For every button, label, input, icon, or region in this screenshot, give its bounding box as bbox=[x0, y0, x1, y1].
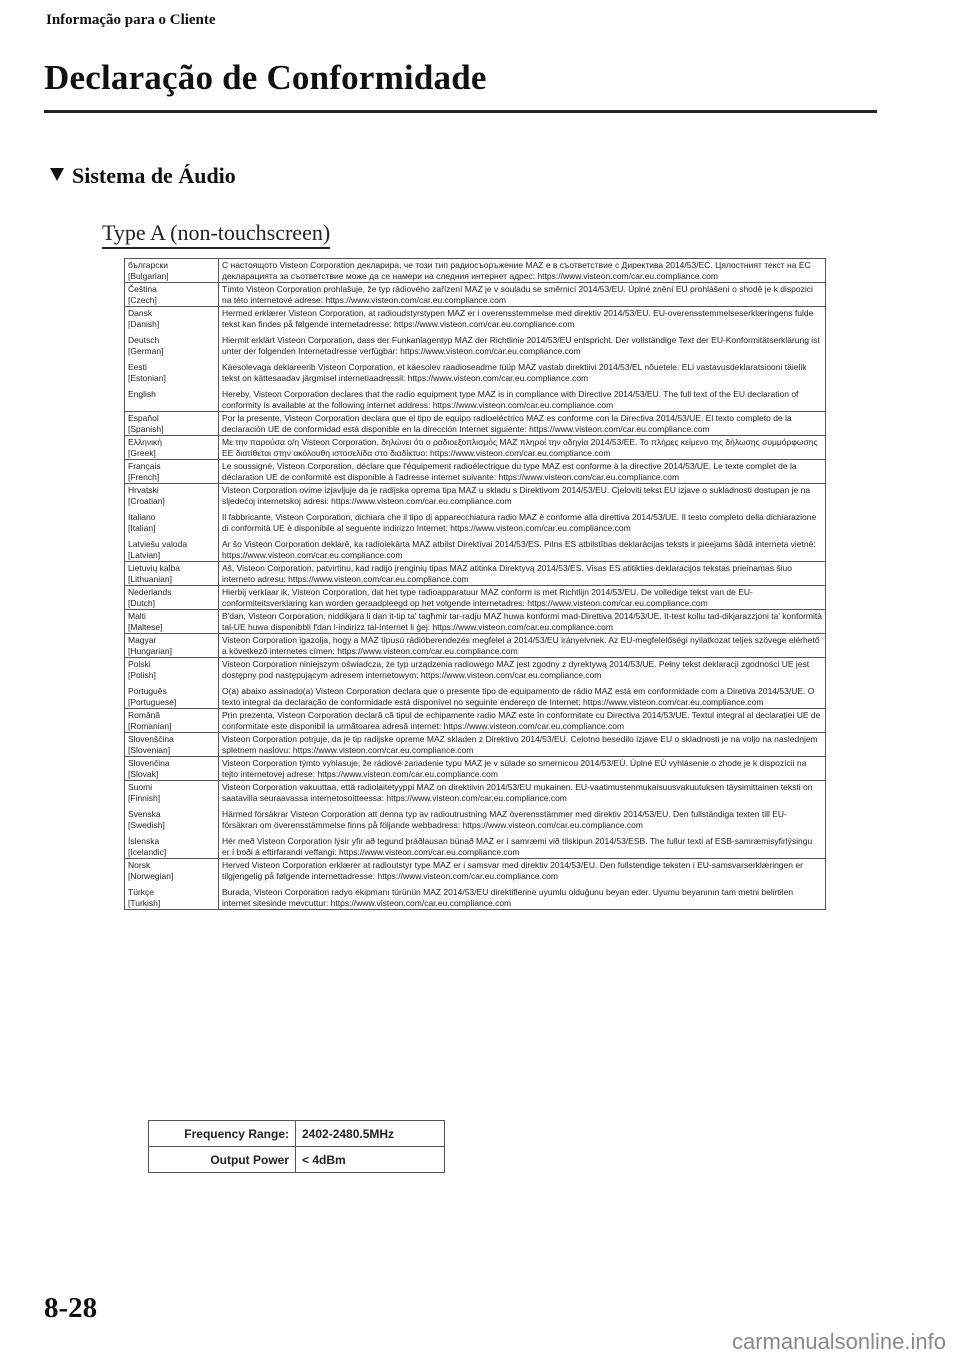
language-cell bbox=[125, 562, 219, 586]
language-cell bbox=[125, 709, 219, 733]
declaration-text-cell bbox=[219, 781, 826, 859]
triangle-down-icon bbox=[50, 168, 64, 181]
declaration-row bbox=[125, 757, 826, 781]
declaration-row bbox=[125, 781, 826, 859]
declaration-text: Visteon Corporation ovime izjavljuje da je radijska oprema tipa MAZ u skladu s Direktivom 2014/53/EU. Cjeloviti tekst EU izjave o sukladnosti dostupan je na sljedećoj internetskoj adresi: https://www.visteon.com/car.eu.compliance.com bbox=[222, 485, 811, 506]
language-cell bbox=[125, 610, 219, 634]
declaration-row bbox=[125, 460, 826, 484]
declaration-text: Prin prezenta, Visteon Corporation declară că tipul de echipamente radio MAZ este în conformitate cu Directiva 2014/53/UE. Textul integral al declarației UE de conformitate este disponibil la următoarea adresă internet: https://www.visteon.com/car.eu.compliance.com bbox=[222, 710, 821, 731]
language-cell bbox=[125, 307, 219, 412]
declaration-text-cell bbox=[219, 757, 826, 781]
language-label: Magyar [Hungarian] bbox=[128, 635, 172, 656]
language-label: Italiano [Italian] bbox=[128, 512, 156, 533]
declaration-text: Visteon Corporation igazolja, hogy a MAZ típusú rádióberendezés megfelel a 2014/53/EU irányelvnek. Az EU-megfelelőségi nyilatkozat teljes szövege elérhető a következő internetes címen: https://www.visteon.com/car.eu.compliance.com bbox=[222, 635, 820, 656]
spec-row bbox=[149, 1121, 445, 1147]
language-label: Slovenščina [Slovenian] bbox=[128, 734, 174, 755]
declaration-row bbox=[125, 586, 826, 610]
declaration-text: Il fabbricante, Visteon Corporation, dichiara che il tipo di apparecchiatura radio MAZ è conforme alla direttiva 2014/53/UE. Il testo completo della dichiarazione di conformità UE è disponibile al seguente indirizzo Internet: https://www.visteon.com/car.eu.compliance.com bbox=[222, 512, 817, 533]
declaration-text: B'dan, Visteon Corporation, niddikjara li dan it-tip ta' tagħmir tar-radju MAZ huwa konformi mad-Direttiva 2014/53/UE. It-test kollu tad-dikjarazzjoni ta' konformità tal-UE huwa disponibbli f'dan l-indirizz tal-Internet li ġej: https://www.visteon.com/car.eu.compliance.com bbox=[222, 611, 822, 632]
spec-key: Output Power bbox=[149, 1147, 296, 1173]
declaration-text: Visteon Corporation niniejszym oświadcza, że typ urządzenia radiowego MAZ jest zgodny z dyrektywą 2014/53/UE. Pełny tekst deklaracji zgodności UE jest dostępny pod następującym adresem internetowym: https://www.visteon.com/car.eu.compliance.com bbox=[222, 659, 810, 680]
declaration-text-cell bbox=[219, 283, 826, 307]
language-cell bbox=[125, 586, 219, 610]
language-cell bbox=[125, 259, 219, 283]
declaration-text-cell bbox=[219, 658, 826, 709]
spec-value: < 4dBm bbox=[296, 1147, 445, 1173]
declaration-text: Hereby, Visteon Corporation declares that the radio equipment type MAZ is in compliance with Directive 2014/53/EU. The full text of the EU declaration of conformity is available at the following internet address: https://www.visteon.com/car.eu.compliance.com bbox=[222, 389, 799, 410]
declaration-text: Tímto Visteon Corporation prohlašuje, že typ rádiového zařízení MAZ je v souladu se směrnicí 2014/53/EU. Úplné znění EU prohlášení o shodě je k dispozici na této internetové adrese: https://www.visteon.com/car.eu.compliance.com bbox=[222, 284, 813, 305]
language-cell bbox=[125, 436, 219, 460]
declaration-text: O(a) abaixo assinado(a) Visteon Corporation declara que o presente tipo de equipamento de rádio MAZ está em conformidade com a Diretiva 2014/53/UE. O texto integral da declaração de conformidade está disponível no seguinte endereço de Internet: https://www.visteon.com/car.eu.compliance.com bbox=[222, 686, 815, 707]
declaration-text: Le soussigné, Visteon Corporation, déclare que l'équipement radioélectrique du type MAZ est conforme à la directive 2014/53/UE. Le texte complet de la déclaration UE de conformité est disponible à l'adresse internet suivante: https://www.visteon.com/car.eu.compliance.com bbox=[222, 461, 797, 482]
language-cell bbox=[125, 460, 219, 484]
spec-row bbox=[149, 1147, 445, 1173]
declaration-row bbox=[125, 283, 826, 307]
declaration-text-cell bbox=[219, 634, 826, 658]
subheading: Type A (non-touchscreen) bbox=[102, 220, 330, 249]
declaration-row bbox=[125, 733, 826, 757]
language-cell bbox=[125, 757, 219, 781]
declaration-text: Visteon Corporation potrjuje, da je tip radijske opreme MAZ skladen z Direktivo 2014/53/EU. Celotno besedilo izjave EU o skladnosti je na voljo na naslednjem spletnem naslovu: https://www.visteon.com/car.eu.compliance.com bbox=[222, 734, 818, 755]
watermark: carmanualsonline.info bbox=[731, 1329, 946, 1354]
declaration-table bbox=[124, 258, 826, 910]
declaration-text-cell bbox=[219, 460, 826, 484]
language-cell bbox=[125, 658, 219, 709]
declaration-row bbox=[125, 436, 826, 460]
declaration-row bbox=[125, 412, 826, 436]
declaration-text: Hermed erklærer Visteon Corporation, at radioudstyrstypen MAZ er i overensstemmelse med direktiv 2014/53/EU. EU-overensstemmelseserklæringens fulde tekst kan findes på følgende internetadresse: https://www.visteon.com/car.eu.compliance.com bbox=[222, 308, 814, 329]
declaration-text: Hierbij verklaar ik, Visteon Corporation, dat het type radioapparatuur MAZ conform is met Richtlijn 2014/53/EU. De volledige tekst van de EU-conformiteitsverklaring kan worden geraadpleegd op het volgende internetadres: https://www.visteon.com/car.eu.compliance.com bbox=[222, 587, 753, 608]
declaration-text-cell bbox=[219, 436, 826, 460]
declaration-row bbox=[125, 709, 826, 733]
language-label: Türkçe [Turkish] bbox=[128, 887, 161, 908]
header-divider bbox=[44, 110, 877, 113]
declaration-text-cell bbox=[219, 709, 826, 733]
declaration-text: Hér með Visteon Corporation lýsir yfir að tegund þráðlausan búnað MAZ er í samræmi við tilskipun 2014/53/ESB. The fullur texti af ESB-samræmisyfirlýsingu er í boði á eftirfarandi veffangi: https://www.visteon.com/car.eu.compliance.com bbox=[222, 836, 813, 857]
language-label: Deutsch [German] bbox=[128, 335, 164, 356]
declaration-row bbox=[125, 307, 826, 412]
declaration-text: Por la presente, Visteon Corporation declara que el tipo de equipo radioeléctrico MAZ es conforme con la Directiva 2014/53/UE. El texto completo de la declaración UE de conformidad está disponible en la dirección Internet siguiente: https://www.visteon.com/car.eu.compliance.com bbox=[222, 413, 792, 434]
declaration-text: Visteon Corporation týmto vyhlasuje, že rádiové zariadenie typu MAZ je v súlade so smernicou 2014/53/EÚ. Úplné EÚ vyhlásenie o zhode je k dispozícii na tejto internetovej adrese: https://www.visteon.com/car.eu.compliance.com bbox=[222, 758, 807, 779]
language-cell bbox=[125, 634, 219, 658]
language-cell bbox=[125, 412, 219, 436]
page-number: 8-28 bbox=[44, 1292, 98, 1324]
declaration-text-cell bbox=[219, 484, 826, 562]
header-kicker: Informação para o Cliente bbox=[46, 12, 216, 28]
declaration-text: Herved Visteon Corporation erklærer at radioutstyr type MAZ er i samsvar med direktiv 2014/53/EU. Den fullstendige teksten i EU-samsvarserklæringen er tilgjengelig på følgende internettadresse: https://www.visteon.com/car.eu.compliance.com bbox=[222, 860, 803, 881]
language-label: Latviešu valoda [Latvian] bbox=[128, 539, 188, 560]
language-label: Polski [Polish] bbox=[128, 659, 156, 680]
page-title: Declaração de Conformidade bbox=[44, 58, 487, 97]
language-label: български [Bulgarian] bbox=[128, 260, 169, 281]
language-label: Svenska [Swedish] bbox=[128, 809, 165, 830]
language-label: Français [French] bbox=[128, 461, 161, 482]
language-label: Español [Spanish] bbox=[128, 413, 164, 434]
declaration-row bbox=[125, 634, 826, 658]
language-label: Norsk [Norwegian] bbox=[128, 860, 174, 881]
spec-value: 2402-2480.5MHz bbox=[296, 1121, 445, 1147]
declaration-text: Ar šo Visteon Corporation deklarē, ka radioiekārta MAZ atbilst Direktīvai 2014/53/ES. Pilns ES atbilstības deklarācijas teksts ir pieejams šādā interneta vietnē: https://www.visteon.com/car.eu.compliance.com bbox=[222, 539, 816, 560]
language-label: English bbox=[128, 389, 156, 399]
declaration-text-cell bbox=[219, 562, 826, 586]
language-cell bbox=[125, 283, 219, 307]
language-label: Eesti [Estonian] bbox=[128, 362, 166, 383]
declaration-row bbox=[125, 562, 826, 586]
language-cell bbox=[125, 781, 219, 859]
declaration-row bbox=[125, 859, 826, 910]
language-cell bbox=[125, 859, 219, 910]
declaration-text-cell bbox=[219, 586, 826, 610]
language-cell bbox=[125, 484, 219, 562]
language-label: Português [Portuguese] bbox=[128, 686, 177, 707]
declaration-table-body bbox=[125, 259, 826, 910]
language-label: Lietuvių kalba [Lithuanian] bbox=[128, 563, 180, 584]
language-label: Română [Romanian] bbox=[128, 710, 172, 731]
declaration-text-cell bbox=[219, 610, 826, 634]
section-title: Sistema de Áudio bbox=[72, 163, 236, 188]
declaration-text: Aš, Visteon Corporation, patvirtinu, kad radijo įrenginių tipas MAZ atitinka Direktyvą 2014/53/ES. Visas ES atitikties deklaracijos tekstas prieinamas šiuo interneto adresu: https://www.visteon.com/car.eu.compliance.com bbox=[222, 563, 792, 584]
spec-table-body bbox=[149, 1121, 445, 1173]
declaration-text-cell bbox=[219, 859, 826, 910]
declaration-row bbox=[125, 658, 826, 709]
language-label: Hrvatski [Croatian] bbox=[128, 485, 165, 506]
declaration-text-cell bbox=[219, 733, 826, 757]
declaration-text: Käesolevaga deklareerib Visteon Corporation, et käesolev raadioseadme tüüp MAZ vastab direktiivi 2014/53/EL nõuetele. ELi vastavusdeklaratsiooni täielik tekst on kättesaadav järgmisel internetiaadressil: https://www.visteon.com/car.eu.compliance.com bbox=[222, 362, 807, 383]
language-label: Čeština [Czech] bbox=[128, 284, 157, 305]
language-label: Slovenčina [Slovak] bbox=[128, 758, 170, 779]
declaration-text: Hiermit erklärt Visteon Corporation, dass der Funkanlagentyp MAZ der Richtlinie 2014/53/EU entspricht. Der vollständige Text der EU-Konformitätserklärung ist unter der folgenden Internetadresse verfügbar: https://www.visteon.com/car.eu.compliance.com bbox=[222, 335, 820, 356]
declaration-row bbox=[125, 610, 826, 634]
declaration-text: Burada, Visteon Corporation radyo ekipmanı türünün MAZ 2014/53/EU direktiflerine uyumlu olduğunu beyan eder. Uyumu beyanının tam metni belirtilen internet sitesinde mevcuttur: https://www.visteon.com/car.eu.compliance.com bbox=[222, 887, 794, 908]
section-heading bbox=[50, 163, 236, 189]
language-cell bbox=[125, 733, 219, 757]
spec-key: Frequency Range: bbox=[149, 1121, 296, 1147]
language-label: Íslenska [Icelandic] bbox=[128, 836, 167, 857]
declaration-text: Härmed försäkrar Visteon Corporation att denna typ av radioutrustning MAZ överensstämmer med direktiv 2014/53/EU. Den fullständiga texten till EU-försäkran om överensstämmelse finns på följande webbadress: https://www.visteon.com/car.eu.compliance.com bbox=[222, 809, 787, 830]
declaration-text: Visteon Corporation vakuuttaa, että radiolaitetyyppi MAZ on direktiivin 2014/53/EU mukainen. EU-vaatimustenmukaisuusvakuutuksen täysimittainen teksti on saatavilla seuraavassa internetosoitteessa: https://www.visteon.com/car.eu.compliance.com bbox=[222, 782, 813, 803]
language-label: Nederlands [Dutch] bbox=[128, 587, 172, 608]
declaration-text: Με την παρούσα ο/η Visteon Corporation, δηλώνει ότι ο ραδιοεξοπλισμός MAZ πληροί την οδηγία 2014/53/ΕΕ. Το πλήρες κείμενο της δήλωσης συμμόρφωσης ΕΕ διατίθεται στην ακόλουθη ιστοσελίδα στο διαδίκτυο: https://www.visteon.com/car.eu.compliance.com bbox=[222, 437, 818, 458]
declaration-row bbox=[125, 484, 826, 562]
declaration-text-cell bbox=[219, 412, 826, 436]
spec-table bbox=[148, 1120, 445, 1173]
language-label: Ελληνική [Greek] bbox=[128, 437, 163, 458]
declaration-row bbox=[125, 259, 826, 283]
language-label: Malti [Maltese] bbox=[128, 611, 163, 632]
language-label: Dansk [Danish] bbox=[128, 308, 160, 329]
declaration-text-cell bbox=[219, 307, 826, 412]
language-label: Suomi [Finnish] bbox=[128, 782, 161, 803]
declaration-text-cell bbox=[219, 259, 826, 283]
declaration-text: С настоящото Visteon Corporation декларира, че този тип радиосъоръжение MAZ е в съответствие с Директива 2014/53/ЕС. Цялостният текст на ЕС декларацията за съответствие може да се намери на следния интернет адрес: https://www.visteon.com/car.eu.compliance.com bbox=[222, 260, 811, 281]
